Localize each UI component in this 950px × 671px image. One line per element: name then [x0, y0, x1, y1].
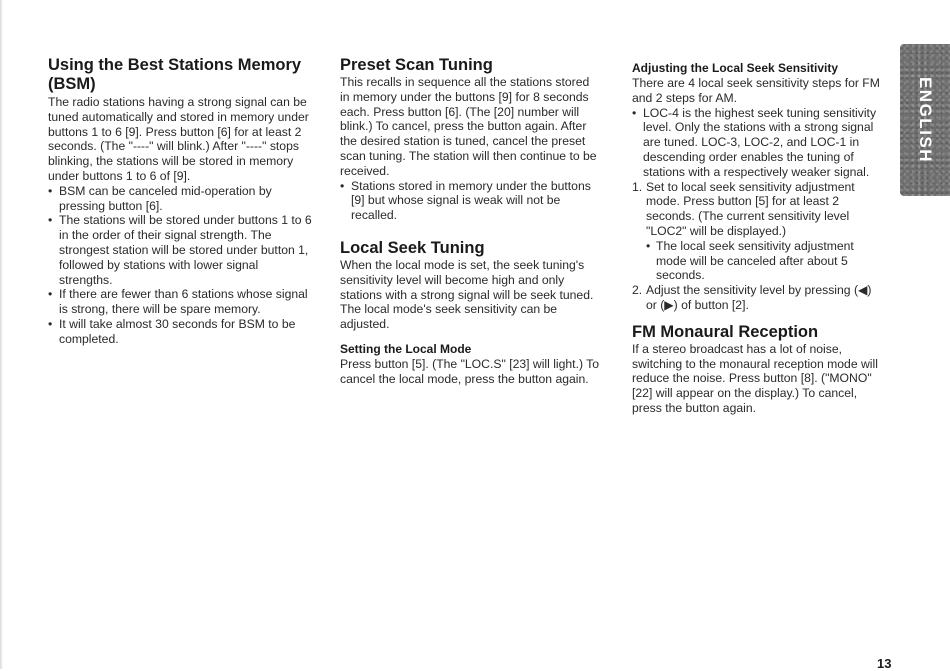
- adjusting-steps: [632, 180, 884, 313]
- preset-scan-bullet-1: • Stations stored in memory under the buttons [9] but whose signal is weak will not be recalled.: [340, 179, 602, 223]
- step-1-bullet-1: • The local seek sensitivity adjustment mode will be canceled after about 5 seconds.: [646, 239, 884, 283]
- local-seek-body: When the local mode is set, the seek tuning's sensitivity level will become high and only stations with a strong signal will be seek tuned. The local mode's seek sensitivity can be adjusted.: [340, 257, 594, 332]
- bsm-bullet-1: • BSM can be canceled mid-operation by pressing button [6].: [48, 184, 313, 214]
- spacer: [340, 332, 602, 342]
- adjusting-step-2: [632, 283, 884, 313]
- local-mode-body: Press button [5]. (The "LOC.S" [23] will light.) To cancel the local mode, press the button again.: [340, 356, 600, 386]
- adjusting-body: There are 4 local seek sensitivity steps for FM and 2 steps for AM.: [632, 76, 880, 105]
- bsm-bullet-3: • If there are fewer than 6 stations whose signal is strong, there will be spare memory.: [48, 287, 313, 317]
- fm-mono-heading: FM Monaural Reception: [632, 322, 819, 341]
- step-number: 2.: [632, 283, 643, 298]
- local-mode-subheading: Setting the Local Mode: [340, 341, 472, 356]
- page-edge-shadow: [0, 0, 3, 669]
- bsm-intro: The radio stations having a strong signal can be tuned automatically and stored in memory under buttons 1 to 6 [9]. Press button [6] for at least 2 seconds. (The "----" will blink.) After "----" stops blinking, the stations will be stored in memory under buttons 1 to 6 of [9].: [48, 95, 309, 183]
- bsm-bullet-2: • The stations will be stored under buttons 1 to 6 in the order of their signal strength. The strongest station will be stored under button 1, followed by stations with lower signal strengths.: [48, 213, 313, 287]
- page-number: 13: [877, 656, 892, 671]
- adjusting-heading: Adjusting the Local Seek Sensitivity: [632, 61, 839, 75]
- language-tab-label: ENGLISH: [916, 76, 935, 164]
- step-text: Adjust the sensitivity level by pressing (◀) or (▶) of button [2].: [646, 283, 872, 312]
- step-text: Set to local seek sensitivity adjustment mode. Press button [5] for at least 2 seconds. (The current sensitivity level "LOC2" will be displayed.): [646, 179, 855, 238]
- step-number: 1.: [632, 179, 643, 194]
- bsm-bullet-4: • It will take almost 30 seconds for BSM to be completed.: [48, 317, 313, 347]
- preset-scan-bullet-list: [340, 179, 602, 223]
- adjusting-bullet-list: [632, 106, 884, 180]
- column-sensitivity: [632, 56, 884, 416]
- spacer: [632, 313, 884, 323]
- spacer: [340, 223, 602, 239]
- column-tuning: [340, 56, 602, 387]
- fm-mono-body: If a stereo broadcast has a lot of noise, switching to the monaural reception mode will reduce the noise. Press button [8]. ("MONO" [22] will appear on the display.) To cancel, press the button again.: [632, 341, 878, 415]
- local-seek-heading: Local Seek Tuning: [340, 238, 485, 257]
- preset-scan-body: This recalls in sequence all the stations stored in memory under the buttons [9] for 8 seconds each. Press button [6]. (The [20] number will blink.) To cancel, press the button again. After the desired station is tuned, cancel the preset scan tuning. The station will then continue to be received.: [340, 75, 597, 178]
- step-bullet-list: [646, 239, 884, 283]
- adjusting-bullet-1: • LOC-4 is the highest seek tuning sensitivity level. Only the stations with a strong signal are tuned. LOC-3, LOC-2, and LOC-1 in descending order enables the tuning of stations with a respectively weaker signal.: [632, 106, 884, 180]
- adjusting-step-1: [632, 180, 884, 284]
- bsm-heading: Using the Best Stations Memory (BSM): [48, 56, 302, 93]
- language-tab: [900, 44, 950, 196]
- bsm-bullet-list: [48, 184, 313, 347]
- column-bsm: [48, 56, 313, 347]
- preset-scan-heading: Preset Scan Tuning: [340, 56, 493, 74]
